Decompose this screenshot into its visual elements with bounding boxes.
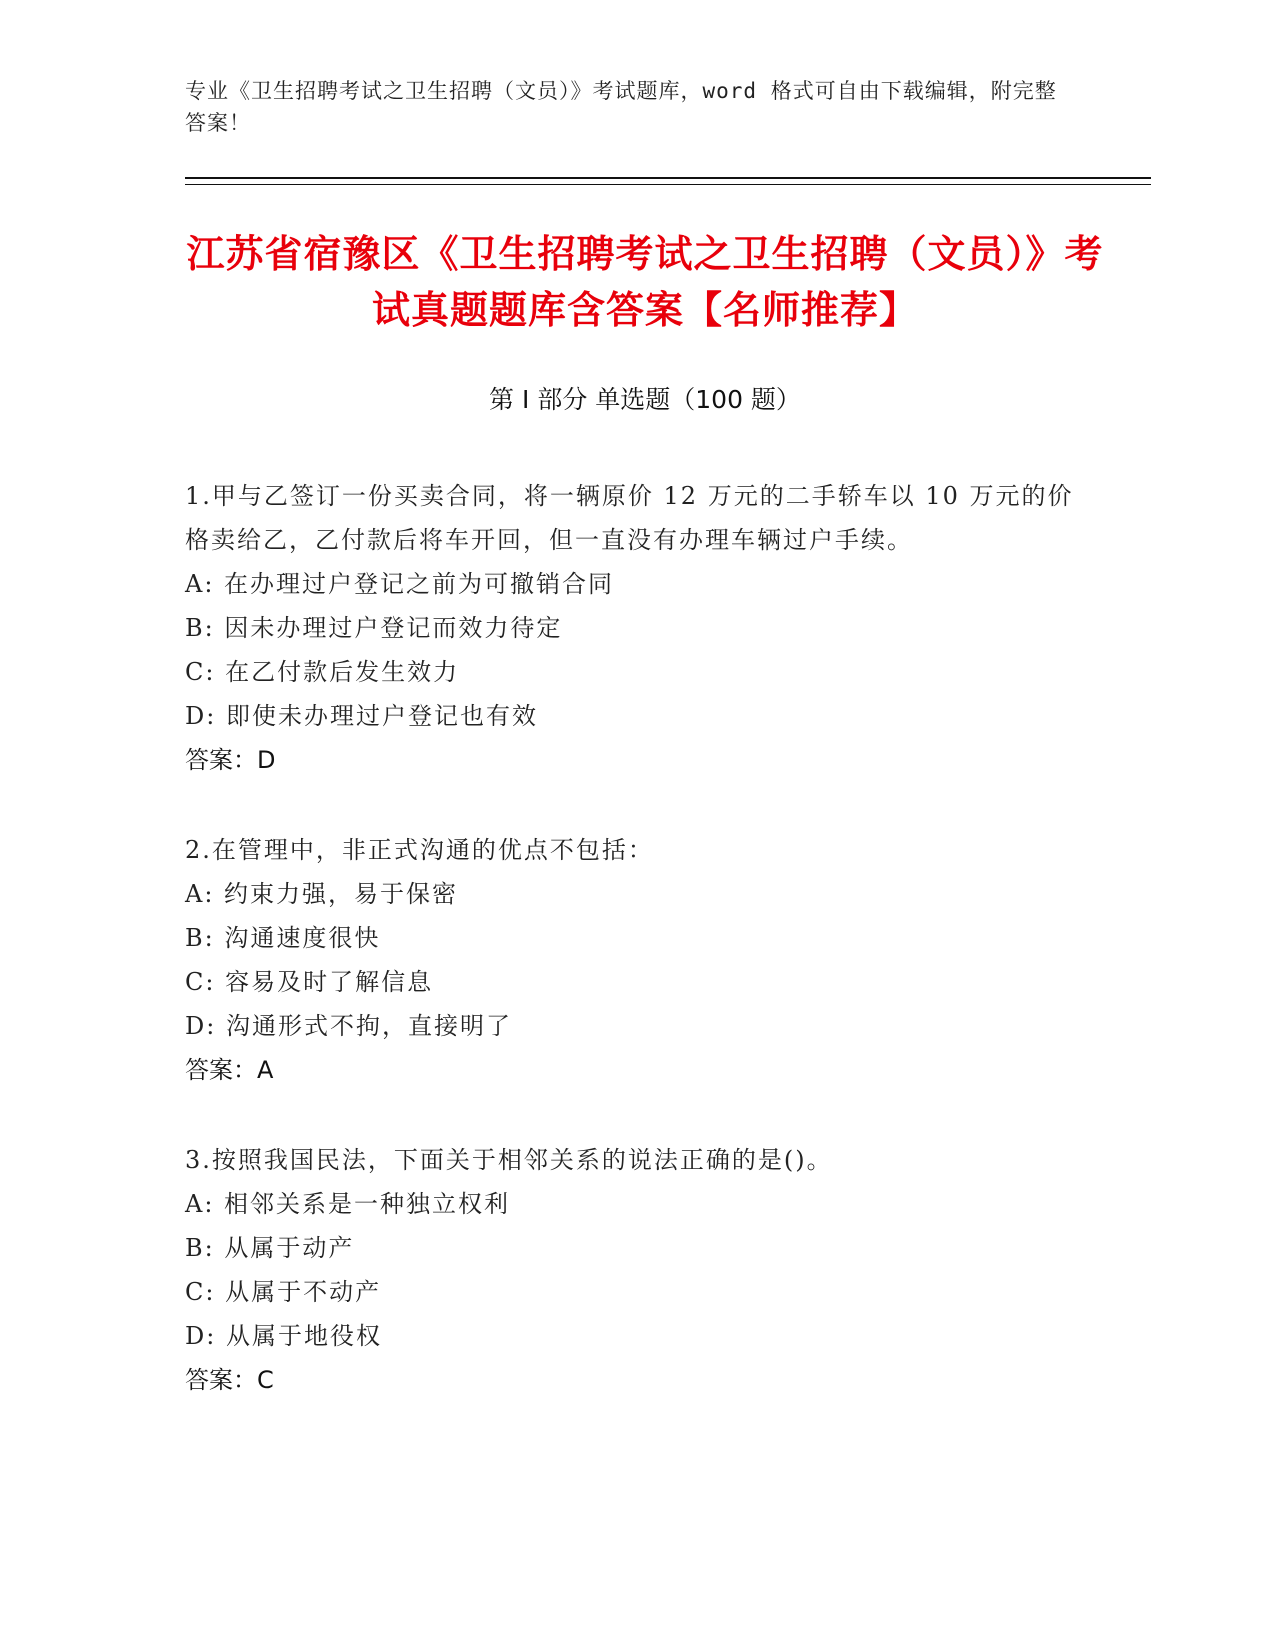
option-d: D: 沟通形式不拘，直接明了 — [185, 1012, 512, 1040]
option-b: B: 因未办理过户登记而效力待定 — [185, 614, 563, 642]
question-list — [185, 474, 1075, 1448]
option-c: C: 从属于不动产 — [185, 1278, 382, 1306]
question-text: 3.按照我国民法，下面关于相邻关系的说法正确的是()。 — [185, 1146, 833, 1174]
option-c: C: 在乙付款后发生效力 — [185, 658, 460, 686]
question-text: 1.甲与乙签订一份买卖合同，将一辆原价 12 万元的二手轿车以 10 万元的价格卖给乙，乙付款后将车开回，但一直没有办理车辆过户手续。 — [185, 482, 1074, 554]
header-divider-thick — [185, 177, 1151, 179]
question-item-3 — [185, 1138, 1075, 1402]
option-b: B: 沟通速度很快 — [185, 924, 381, 952]
question-item-2 — [185, 828, 1075, 1092]
option-d: D: 从属于地役权 — [185, 1322, 382, 1350]
option-a: A: 在办理过户登记之前为可撤销合同 — [185, 570, 615, 598]
question-text: 2.在管理中，非正式沟通的优点不包括： — [185, 836, 654, 864]
document-title: 江苏省宿豫区《卫生招聘考试之卫生招聘（文员）》考试真题题库含答案【名师推荐】 — [186, 232, 1104, 332]
option-c: C: 容易及时了解信息 — [185, 968, 434, 996]
header-divider-thin — [185, 184, 1151, 185]
section-heading: 第 I 部分 单选题（100 题） — [489, 385, 801, 414]
answer-line: 答案：C — [185, 1366, 274, 1394]
option-a: A: 相邻关系是一种独立权利 — [185, 1190, 511, 1218]
answer-line: 答案：D — [185, 746, 276, 774]
option-a: A: 约束力强，易于保密 — [185, 880, 459, 908]
option-b: B: 从属于动产 — [185, 1234, 355, 1262]
answer-line: 答案：A — [185, 1056, 274, 1084]
header-note: 专业《卫生招聘考试之卫生招聘（文员）》考试题库，word 格式可自由下载编辑，附完整答案！ — [185, 79, 1057, 135]
question-item-1 — [185, 474, 1075, 782]
option-d: D: 即使未办理过户登记也有效 — [185, 702, 538, 730]
